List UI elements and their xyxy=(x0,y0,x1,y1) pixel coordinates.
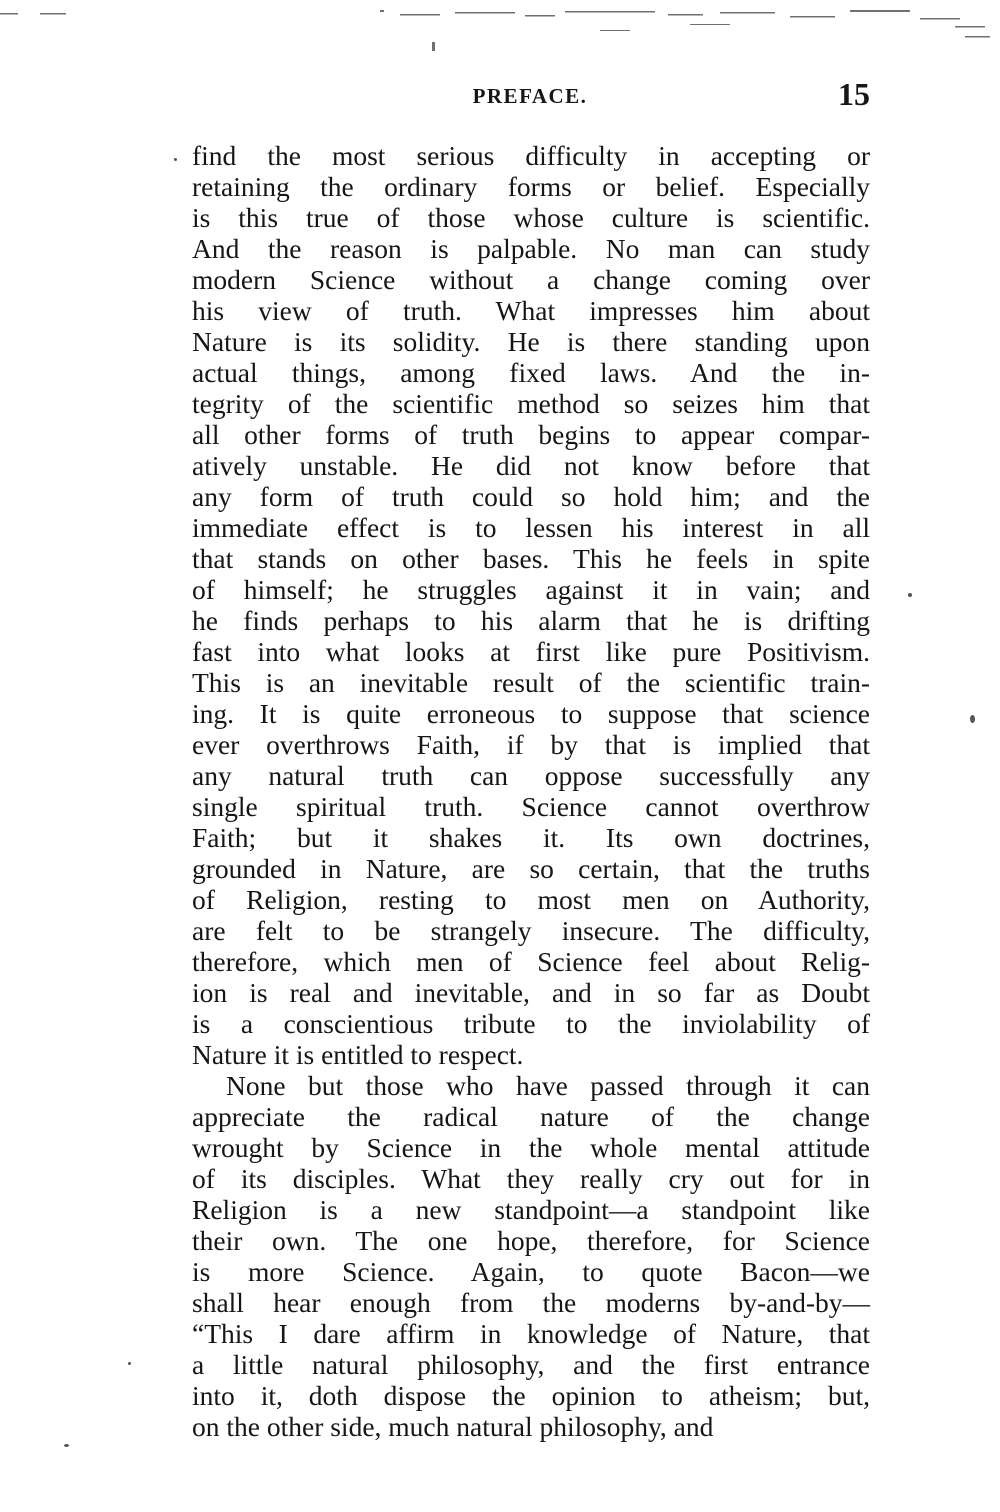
text-line: None but those who have passed through it can xyxy=(226,1070,870,1101)
text-line: modern Science without a change coming over xyxy=(192,264,870,295)
text-line: are felt to be strangely insecure. The difficulty, xyxy=(192,915,870,946)
text-line: all other forms of truth begins to appear compar- xyxy=(192,419,870,450)
paragraph xyxy=(192,140,870,1070)
text-line: Nature is its solidity. He is there standing upon xyxy=(192,326,870,357)
page-number: 15 xyxy=(838,76,870,112)
text-line: actual things, among fixed laws. And the in- xyxy=(192,357,870,388)
text-line: a little natural philosophy, and the first entrance xyxy=(192,1349,870,1380)
margin-speck xyxy=(64,1444,69,1447)
text-line: immediate effect is to lessen his interest in all xyxy=(192,512,870,543)
text-line: fast into what looks at first like pure Positivism. xyxy=(192,636,870,667)
text-line: ion is real and inevitable, and in so far as Doubt xyxy=(192,977,870,1008)
margin-speck xyxy=(174,158,177,161)
text-line: of himself; he struggles against it in vain; and xyxy=(192,574,870,605)
text-line: of its disciples. What they really cry out for in xyxy=(192,1163,870,1194)
text-line: any form of truth could so hold him; and the xyxy=(192,481,870,512)
text-line: he finds perhaps to his alarm that he is drifting xyxy=(192,605,870,636)
scan-specks xyxy=(0,0,1000,70)
text-line: is this true of those whose culture is scientific. xyxy=(192,202,870,233)
text-line: atively unstable. He did not know before that xyxy=(192,450,870,481)
text-line: appreciate the radical nature of the change xyxy=(192,1101,870,1132)
text-line: their own. The one hope, therefore, for Science xyxy=(192,1225,870,1256)
text-line: his view of truth. What impresses him about xyxy=(192,295,870,326)
text-line: And the reason is palpable. No man can study xyxy=(192,233,870,264)
text-line: shall hear enough from the moderns by-and-by— xyxy=(192,1287,870,1318)
text-line: is a conscientious tribute to the inviolability of xyxy=(192,1008,870,1039)
text-line: retaining the ordinary forms or belief. Especially xyxy=(192,171,870,202)
text-line: Nature it is entitled to respect. xyxy=(192,1039,524,1070)
text-line: is more Science. Again, to quote Bacon—we xyxy=(192,1256,870,1287)
text-line: tegrity of the scientific method so seizes him that xyxy=(192,388,870,419)
text-line: therefore, which men of Science feel about Relig- xyxy=(192,946,870,977)
text-line: find the most serious difficulty in accepting or xyxy=(192,140,870,171)
text-line: grounded in Nature, are so certain, that the truths xyxy=(192,853,870,884)
margin-speck xyxy=(908,593,912,597)
margin-speck xyxy=(970,715,975,723)
text-line: wrought by Science in the whole mental attitude xyxy=(192,1132,870,1163)
text-line: of Religion, resting to most men on Authority, xyxy=(192,884,870,915)
margin-speck xyxy=(128,1362,131,1365)
text-line: single spiritual truth. Science cannot overthrow xyxy=(192,791,870,822)
text-line: Faith; but it shakes it. Its own doctrines, xyxy=(192,822,870,853)
text-line: on the other side, much natural philosophy, and xyxy=(192,1411,714,1442)
page-header xyxy=(190,76,870,116)
text-line: any natural truth can oppose successfully any xyxy=(192,760,870,791)
text-line: into it, doth dispose the opinion to atheism; but, xyxy=(192,1380,870,1411)
text-line: ing. It is quite erroneous to suppose that science xyxy=(192,698,870,729)
running-head: PREFACE. xyxy=(472,84,588,108)
text-line: that stands on other bases. This he feels in spite xyxy=(192,543,870,574)
text-line: “This I dare affirm in knowledge of Nature, that xyxy=(192,1318,870,1349)
text-line: This is an inevitable result of the scientific train- xyxy=(192,667,870,698)
body-text xyxy=(192,140,870,1442)
text-line: ever overthrows Faith, if by that is implied that xyxy=(192,729,870,760)
text-line: Religion is a new standpoint—a standpoint like xyxy=(192,1194,870,1225)
paragraph xyxy=(192,1070,870,1442)
